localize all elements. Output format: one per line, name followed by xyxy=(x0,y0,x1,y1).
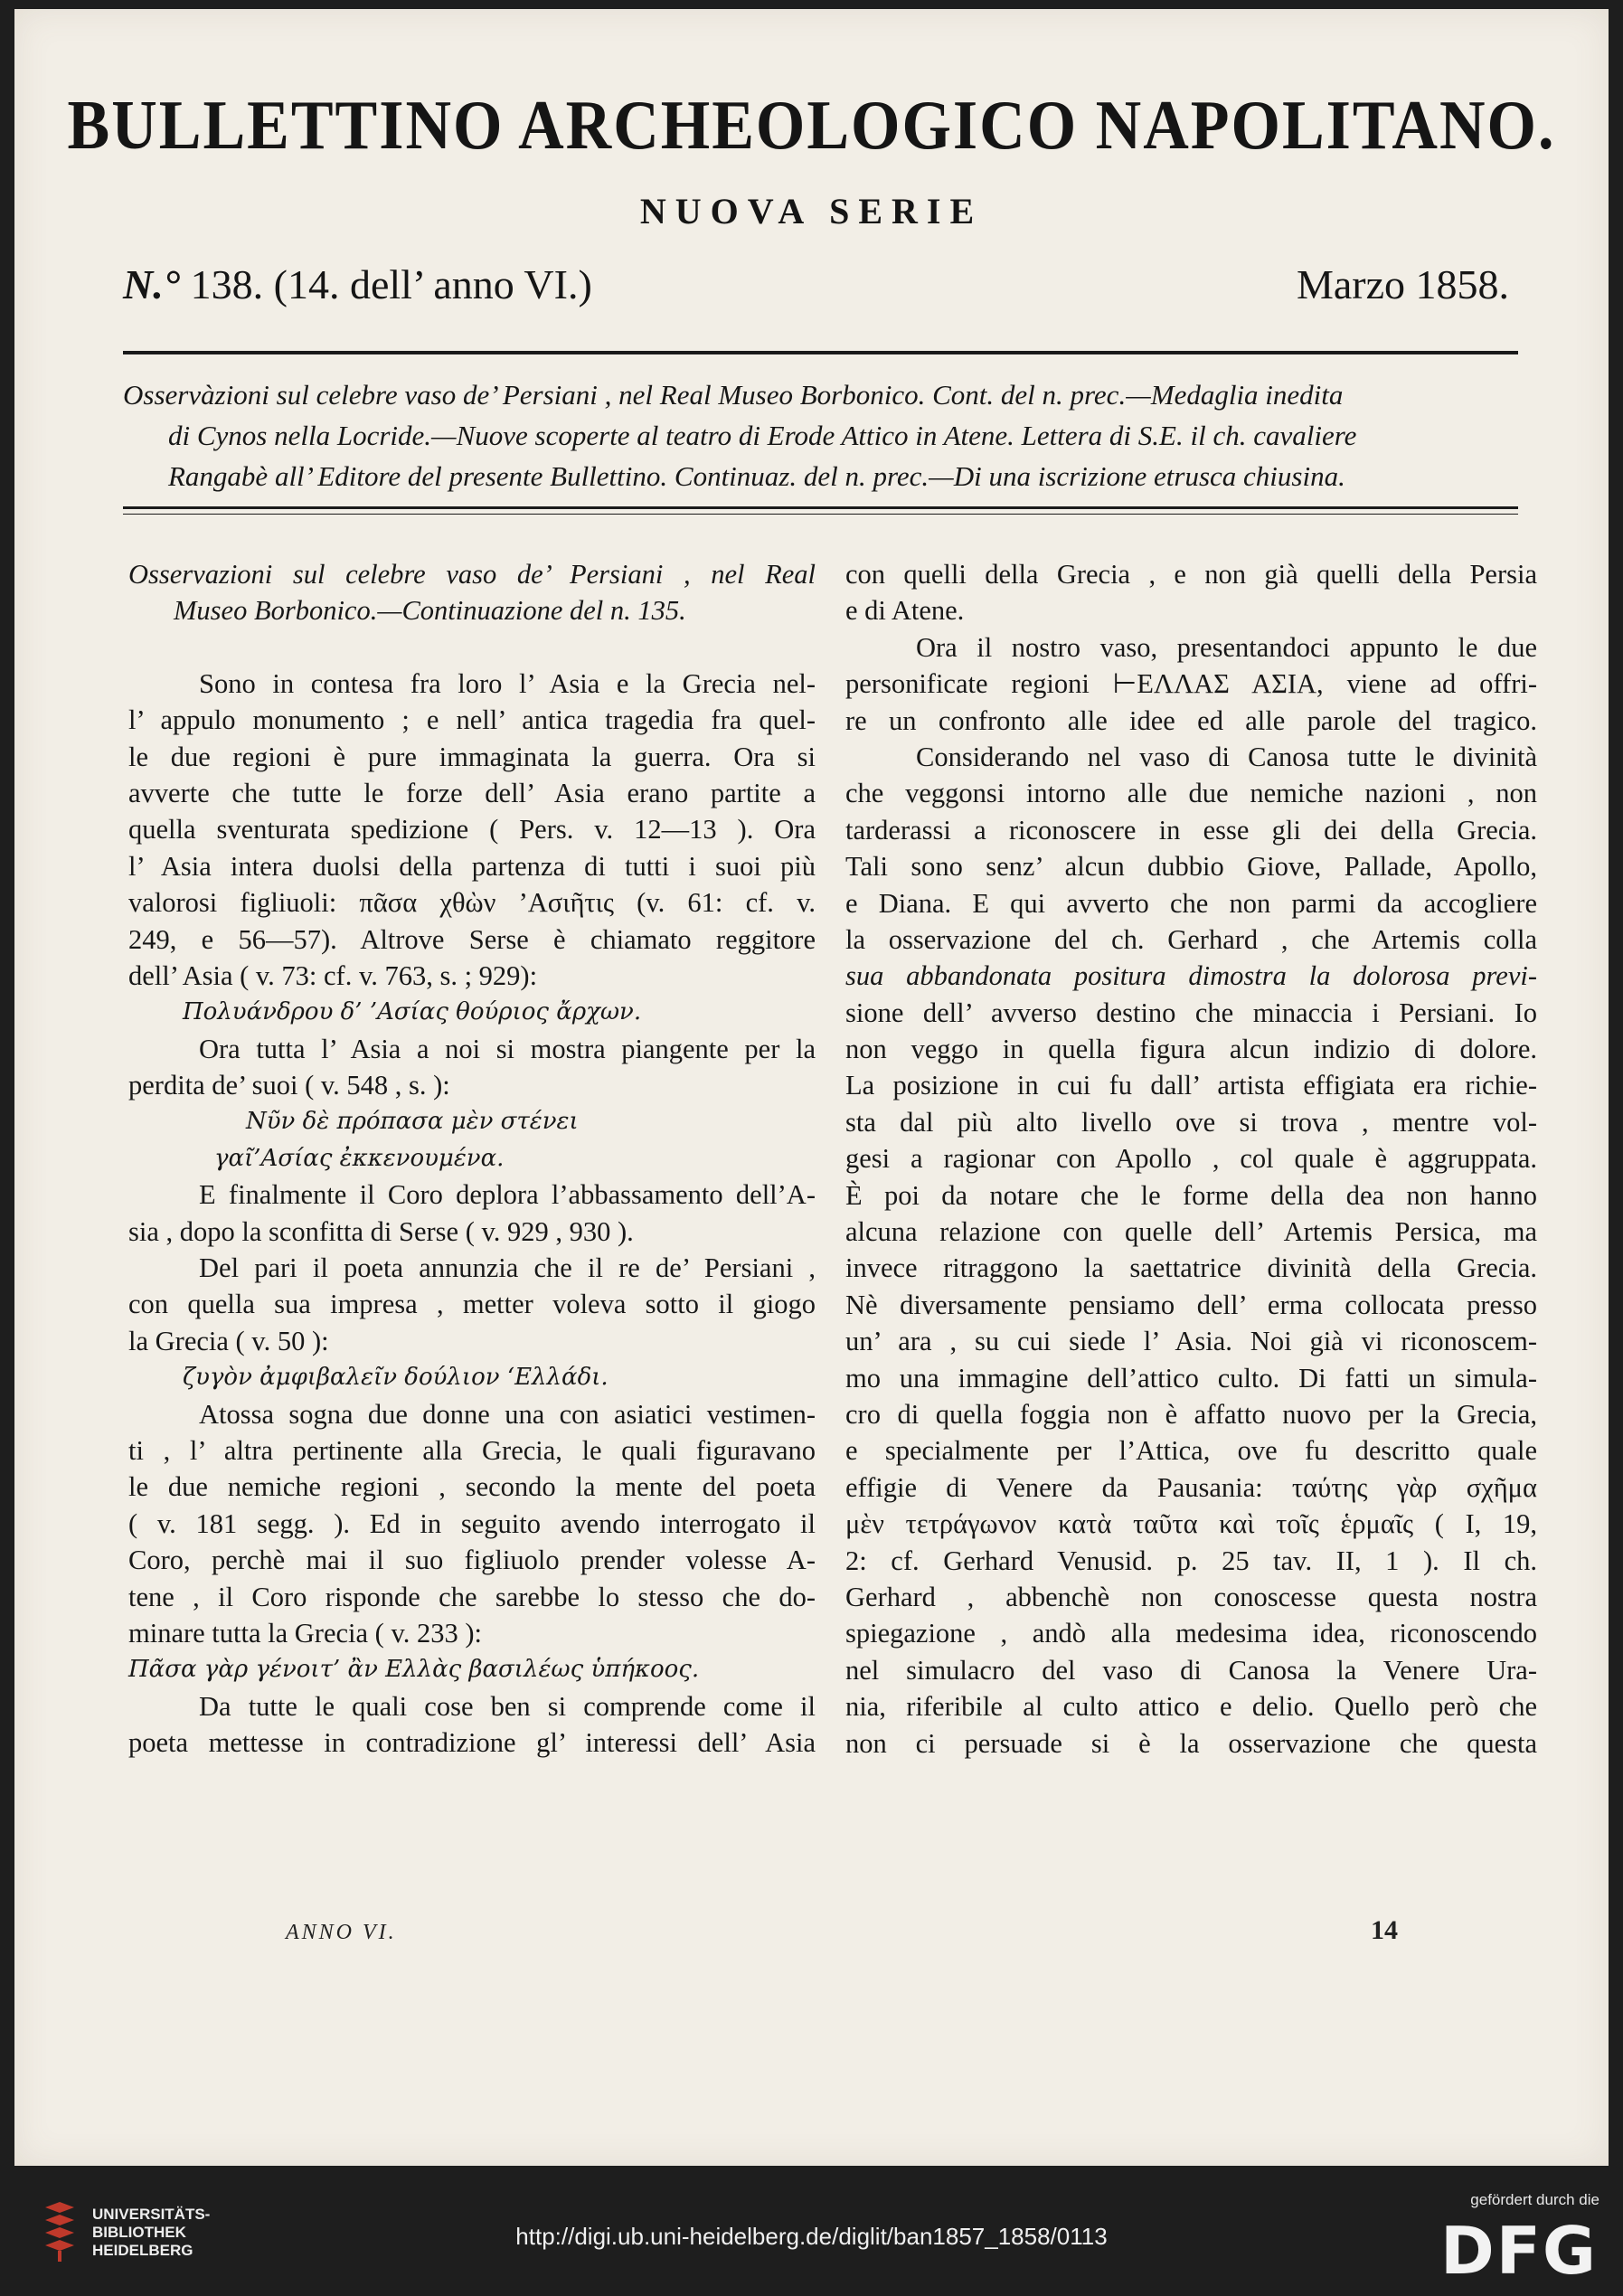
text-line: μὲν τετράγωνον κατὰ ταῦτα καὶ τοῖς ἑρμαῖς ( I, 19, xyxy=(845,1508,1537,1540)
text-line: sia , dopo la sconfitta di Serse ( v. 929 , 930 ). xyxy=(128,1215,634,1247)
greek-quote: ζυγὸν ἀμφιβαλεῖν δούλιον ‘Ελλάδι. xyxy=(183,1364,609,1392)
text-line: spiegazione , andò alla medesima idea, riconoscendo xyxy=(845,1618,1537,1649)
text-line: invece ritraggono la saettatrice divinità della Grecia. xyxy=(845,1252,1537,1284)
viewer-footer-bar xyxy=(0,2175,1623,2296)
text-line: e di Atene. xyxy=(845,595,965,627)
text-line: un’ ara , su cui siede l’ Asia. Noi già vi riconoscem- xyxy=(845,1326,1537,1357)
text-line: con quella sua impresa , metter voleva sotto il giogo xyxy=(128,1289,816,1320)
summary-line: Rangabè all’ Editore del presente Bullettino. Continuaz. del n. prec.—Di una iscrizione etrusca chiusina. xyxy=(168,460,1345,492)
greek-quote: Νῦν δὲ πρόπασα μὲν στένει xyxy=(246,1108,579,1136)
header-rule xyxy=(123,351,1518,354)
page-header xyxy=(14,9,1609,515)
dfg-logo[interactable]: DFG xyxy=(1439,2213,1598,2289)
series-title: NUOVA SERIE xyxy=(639,191,984,231)
text-line: minare tutta la Grecia ( v. 233 ): xyxy=(128,1617,482,1649)
text-line: mo una immagine dell’attico culto. Di fatti un simula- xyxy=(845,1362,1537,1394)
text-line: nia, riferibile al culto attico e delio. Quello però che xyxy=(845,1691,1537,1723)
institution-line: BIBLIOTHEK xyxy=(92,2224,186,2241)
greek-quote: Πολυάνδρου δ’ ’Ασίας θούριος ἄρχων. xyxy=(183,998,642,1026)
text-line: l’ Asia intera duolsi della partenza di tutti i suoi più xyxy=(128,850,816,882)
text-line: ti , l’ altra pertinente alla Grecia, le quali figuravano xyxy=(128,1434,816,1466)
institution-line: UNIVERSITÄTS- xyxy=(92,2206,211,2223)
text-line: con quelli della Grecia , e non già quelli della Persia xyxy=(845,559,1537,590)
issue-detail: 138. (14. dell’ anno VI.) xyxy=(190,261,592,307)
issue-prefix: N.° xyxy=(123,261,181,307)
text-line: Coro, perchè mai il suo figliuolo prender volesse A- xyxy=(128,1545,816,1576)
greek-quote: γαῖ’Ασίας ἐκκενουμένα. xyxy=(214,1144,505,1172)
text-line: e specialmente per l’Attica, ove fu descritto quale xyxy=(845,1435,1537,1467)
greek-quote: Πᾶσα γὰρ γένοιτ’ ἂν Ελλὰς βασιλέως ὑπήκοος. xyxy=(128,1656,700,1684)
scanned-page xyxy=(14,9,1609,2166)
text-line: La posizione in cui fu dall’ artista effigiata era richie- xyxy=(845,1070,1537,1101)
text-line: la Grecia ( v. 50 ): xyxy=(128,1325,329,1356)
article-heading: Osservazioni sul celebre vaso de’ Persiani , nel Real xyxy=(128,559,816,590)
text-line: re un confronto alle idee ed alle parole del tragico. xyxy=(845,704,1537,736)
text-line: effigie di Venere da Pausania: ταύτης γὰρ σχῆμα xyxy=(845,1471,1537,1503)
text-line: Tali sono senz’ alcun dubbio Giove, Pallade, Apollo, xyxy=(845,851,1537,883)
text-line: ( v. 181 segg. ). Ed in seguito avendo interrogato il xyxy=(128,1507,816,1539)
text-line: Ora il nostro vaso, presentandoci appunto le due xyxy=(916,631,1537,663)
text-line: Ora tutta l’ Asia a noi si mostra piangente per la xyxy=(199,1033,816,1064)
text-line: sione dell’ avverso destino che minaccia i Persiani. Io xyxy=(845,997,1537,1028)
text-line: che veggonsi intorno alle due nemiche nazioni , non xyxy=(845,778,1537,809)
text-line: nel simulacro del vaso di Canosa la Venere Ura- xyxy=(845,1654,1537,1686)
text-line: 2: cf. Gerhard Venusid. p. 25 tav. II, 1 ). Il ch. xyxy=(845,1545,1537,1576)
text-line: Gerhard , abbenchè non conoscesse questa nostra xyxy=(845,1581,1537,1612)
text-line: Da tutte le quali cose ben si comprende come il xyxy=(199,1690,816,1722)
text-line: tarderassi a riconoscere in esse gli dei della Grecia. xyxy=(845,814,1537,846)
text-line: le due nemiche regioni , secondo la mente del poeta xyxy=(128,1471,816,1503)
text-line: la osservazione del ch. Gerhard , che Artemis colla xyxy=(845,923,1537,955)
text-line: dell’ Asia ( v. 73: cf. v. 763, s. ; 929): xyxy=(128,959,538,991)
article-heading: Museo Borbonico.—Continuazione del n. 135. xyxy=(174,595,686,627)
funded-by-label: gefördert durch die xyxy=(1470,2191,1599,2208)
text-line: sua abbandonata positura dimostra la dolorosa previ- xyxy=(845,960,1537,992)
summary-rule xyxy=(123,506,1518,509)
sheet-number: 14 xyxy=(1371,1915,1398,1945)
text-line: avverte che tutte le forze dell’ Asia erano partite a xyxy=(128,777,816,808)
text-line: personificate regioni ⊢ΕΛΛΑΣ ΑΣΙΑ, viene ad offri- xyxy=(845,668,1537,700)
text-line: 249, e 56—57). Altrove Serse è chiamato reggitore xyxy=(128,923,816,955)
right-column xyxy=(845,556,1537,1762)
summary-line: di Cynos nella Locride.—Nuove scoperte al teatro di Erode Attico in Atene. Lettera di S.E. il ch. cavaliere xyxy=(168,420,1357,451)
sheet-signature: ANNO VI. xyxy=(286,1921,397,1944)
text-line: perdita de’ suoi ( v. 548 , s. ): xyxy=(128,1070,450,1101)
spacer xyxy=(128,629,816,666)
text-line: Considerando nel vaso di Canosa tutte le divinità xyxy=(916,741,1537,772)
text-line: Nè diversamente pensiamo dell’ erma collocata presso xyxy=(845,1289,1537,1320)
text-line: gesi a ragionar con Apollo , col quale è aggruppata. xyxy=(845,1143,1537,1175)
text-line: poeta mettesse in contradizione gl’ interessi dell’ Asia xyxy=(128,1727,816,1759)
issue-date: Marzo 1858. xyxy=(1296,261,1509,307)
summary-line: Osservàzioni sul celebre vaso de’ Persiani , nel Real Museo Borbonico. Cont. del n. prec.—Medaglia inedita xyxy=(123,379,1344,411)
text-line: Sono in contesa fra loro l’ Asia e la Grecia nel- xyxy=(199,667,816,699)
text-line: cro di quella foggia non è affatto nuovo per la Grecia, xyxy=(845,1398,1537,1430)
text-line: alcuna relazione con quelle dell’ Artemis Persica, ma xyxy=(845,1216,1537,1248)
text-line: non ci persuade si è la osservazione che questa xyxy=(845,1727,1537,1759)
text-line: quella sventurata spedizione ( Pers. v. 12—13 ). Ora xyxy=(128,814,816,846)
left-column xyxy=(128,556,816,1762)
text-line: Del pari il poeta annunzia che il re de’ Persiani , xyxy=(199,1252,816,1284)
text-line: tene , il Coro risponde che sarebbe lo stesso che do- xyxy=(128,1581,816,1612)
text-line: l’ appulo monumento ; e nell’ antica tragedia fra quel- xyxy=(128,704,816,736)
text-line: e Diana. E qui avverto che non parmi da accogliere xyxy=(845,887,1537,919)
summary-rule-thin xyxy=(123,514,1518,515)
text-line: È poi da notare che le forme della dea non hanno xyxy=(845,1179,1537,1211)
text-line: valorosi figliuoli: πᾶσα χθὼν ’Ασιῆτις (v. 61: cf. v. xyxy=(128,887,816,919)
issue-number xyxy=(123,260,592,308)
text-line: Atossa sogna due donne una con asiatici vestimen- xyxy=(199,1398,816,1430)
journal-title: BULLETTINO ARCHEOLOGICO NAPOLITANO. xyxy=(67,88,1556,165)
text-line: non veggo in quella figura alcun indizio di dolore. xyxy=(845,1034,1537,1065)
institution-line: HEIDELBERG xyxy=(92,2242,193,2259)
text-line: sta dal più alto livello ove si trova , mentre vol- xyxy=(845,1106,1537,1138)
contents-summary xyxy=(123,374,1518,496)
issue-line xyxy=(123,260,1509,315)
text-line: E finalmente il Coro deplora l’abbassamento dell’A- xyxy=(199,1179,816,1211)
permalink-url[interactable]: http://digi.ub.uni-heidelberg.de/diglit/ban1857_1858/0113 xyxy=(515,2223,1108,2250)
text-line: le due regioni è pure immaginata la guerra. Ora si xyxy=(128,741,816,772)
